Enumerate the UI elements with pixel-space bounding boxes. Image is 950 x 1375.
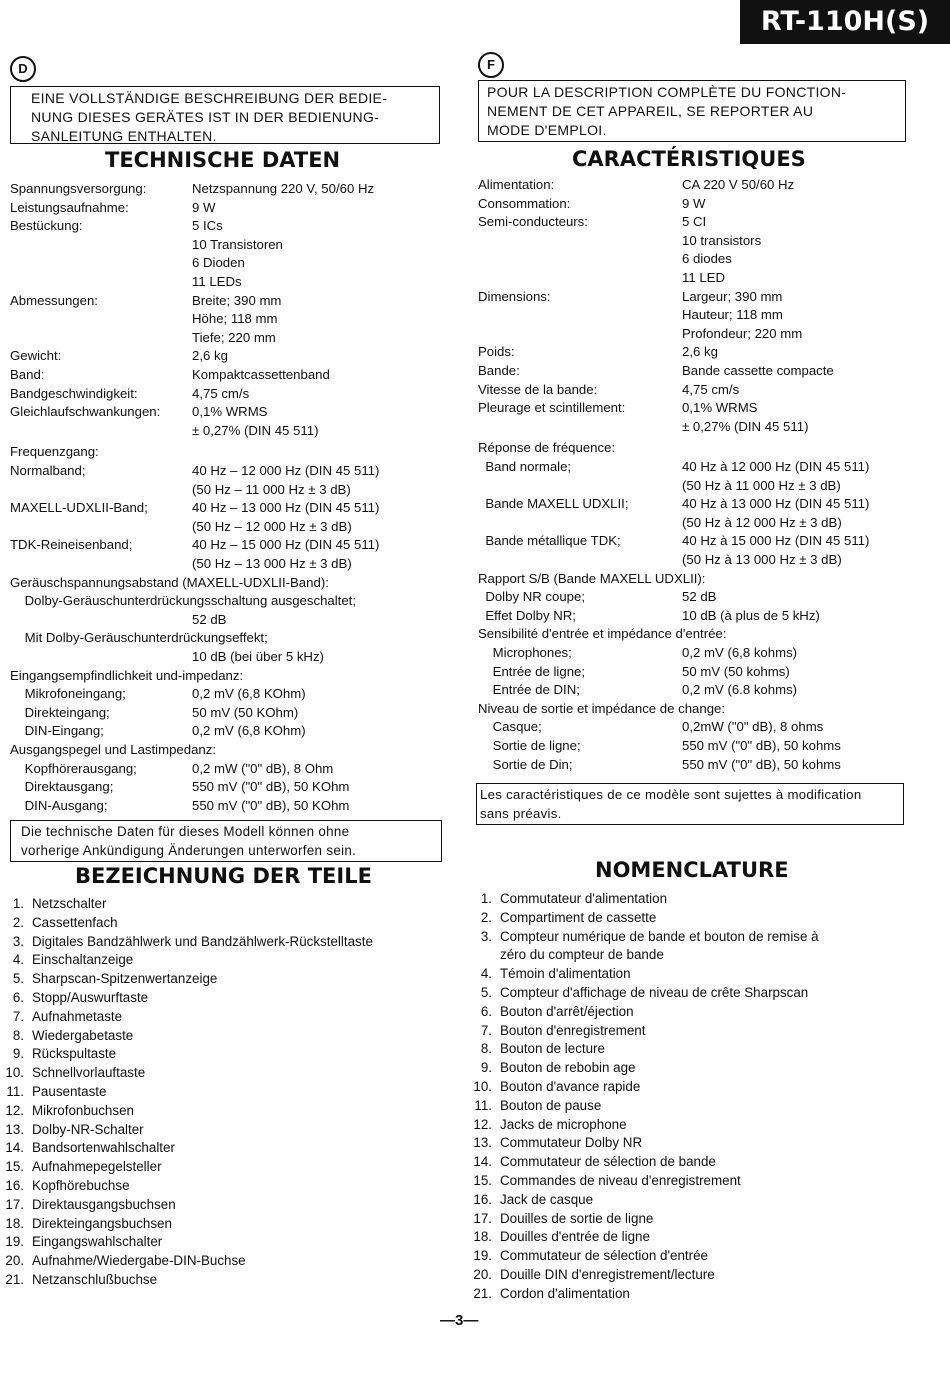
list-item-number: 18.: [5, 1215, 24, 1231]
french-note-box: [476, 783, 904, 825]
spec-label: Microphones;: [478, 645, 572, 660]
list-item-number: 19.: [5, 1234, 24, 1250]
spec-value: 550 mV ("0" dB), 50 kohms: [682, 738, 841, 753]
list-item-number: 1.: [480, 891, 492, 906]
spec-value: ± 0,27% (DIN 45 511): [682, 418, 809, 434]
intro-line: MODE D'EMPLOI.: [487, 122, 607, 138]
list-item: [2, 951, 452, 970]
list-item: [2, 1083, 452, 1102]
spec-label: Band normale;: [478, 459, 572, 474]
spec-value: 50 mV (50 kohms): [682, 663, 790, 679]
spec-value: 2,6 kg: [682, 344, 718, 360]
list-item: [2, 989, 452, 1008]
list-item: [470, 1097, 940, 1116]
spec-label: Alimentation:: [478, 177, 555, 192]
list-item-text: Kopfhörebuchse: [32, 1177, 130, 1193]
list-item-text: Eingangswahlschalter: [32, 1234, 163, 1250]
spec-value: 40 Hz à 15 000 Hz (DIN 45 511): [682, 533, 870, 549]
spec-value: 6 diodes: [682, 251, 732, 267]
spec-label: Vitesse de la bande:: [478, 381, 598, 397]
list-item: [2, 1045, 452, 1064]
spec-value: Largeur; 390 mm: [682, 288, 783, 304]
list-item-number: 13.: [5, 1121, 24, 1137]
spec-value: 2,6 kg: [192, 348, 228, 364]
german-parts-list: [2, 895, 452, 1290]
note-line: vorherige Ankündigung Änderungen unterworfen sein.: [21, 843, 357, 858]
list-item-text: Cordon d'alimentation: [500, 1285, 630, 1301]
spec-value: 0,1% WRMS: [682, 400, 758, 416]
list-item: [2, 1158, 452, 1177]
list-item-number: 20.: [473, 1266, 492, 1282]
spec-label: Normalband;: [10, 463, 86, 478]
spec-label: DIN-Ausgang;: [10, 797, 108, 813]
list-item-number: 7.: [480, 1022, 492, 1038]
list-item: [470, 1134, 940, 1153]
spec-value: 40 Hz – 12 000 Hz (DIN 45 511): [192, 463, 380, 478]
list-item: [2, 970, 452, 989]
list-item-text: Bandsortenwahlschalter: [32, 1140, 175, 1156]
spec-value: 0,2mW ("0" dB), 8 ohms: [682, 719, 824, 735]
spec-value: 10 dB (bei über 5 kHz): [192, 649, 324, 664]
spec-label: Sensibilité d'entrée et impédance d'entrée:: [478, 626, 727, 642]
spec-value: 40 Hz – 13 000 Hz (DIN 45 511): [192, 500, 380, 516]
spec-label: Leistungsaufnahme:: [10, 199, 129, 215]
spec-value: Kompaktcassettenband: [192, 367, 330, 382]
spec-label: Consommation:: [478, 195, 571, 211]
spec-label: Bestückung:: [10, 218, 83, 234]
list-item-number: 7.: [12, 1008, 24, 1024]
spec-value: (50 Hz – 13 000 Hz ± 3 dB): [192, 556, 352, 571]
spec-value: (50 Hz – 11 000 Hz ± 3 dB): [192, 481, 351, 497]
spec-value: 50 mV (50 KOhm): [192, 704, 299, 720]
spec-label: Dolby-Geräuschunterdrückungsschaltung ausgeschaltet;: [10, 593, 356, 609]
spec-value: CA 220 V 50/60 Hz: [682, 177, 795, 192]
intro-line: SANLEITUNG ENTHALTEN.: [31, 128, 217, 144]
list-item-text: Netzanschlußbuchse: [32, 1271, 158, 1287]
list-item-text: Mikrofonbuchsen: [32, 1102, 134, 1118]
intro-line: NUNG DIESES GERÄTES IST IN DER BEDIENUNG-: [31, 109, 380, 125]
spec-label: Gewicht:: [10, 348, 62, 364]
list-item: [470, 1210, 940, 1229]
spec-value: 550 mV ("0" dB), 50 KOhm: [192, 779, 350, 795]
list-item: [470, 1228, 940, 1247]
list-item-text: Compteur numérique de bande et bouton de remise à: [500, 928, 819, 944]
spec-label: Entrée de ligne;: [478, 663, 586, 679]
spec-value: 0,2 mW ("0" dB), 8 Ohm: [192, 760, 334, 776]
list-item: [470, 909, 940, 928]
list-item-text: Bouton de pause: [500, 1097, 602, 1113]
list-item-text: Commutateur de sélection d'entrée: [500, 1248, 708, 1264]
list-item-number: 17.: [473, 1210, 492, 1226]
spec-label: Kopfhörerausgang;: [10, 760, 137, 776]
list-item-text: Jack de casque: [500, 1191, 594, 1207]
list-item: [470, 946, 940, 965]
spec-label: Sortie de Din;: [478, 756, 573, 772]
list-item-text: Bouton d'arrêt/éjection: [500, 1003, 634, 1019]
note-line: Die technische Daten für dieses Modell können ohne: [21, 824, 350, 839]
spec-label: Sortie de ligne;: [478, 738, 581, 753]
spec-value: 52 dB: [192, 611, 227, 627]
spec-label: Gleichlaufschwankungen:: [10, 404, 161, 420]
spec-value: 6 Dioden: [192, 255, 245, 271]
spec-value: 0,2 mV (6,8 kohms): [682, 645, 798, 660]
intro-line: POUR LA DESCRIPTION COMPLÈTE DU FONCTION-: [487, 84, 847, 100]
list-item-number: 8.: [12, 1027, 24, 1043]
list-item-number: 13.: [473, 1135, 492, 1151]
list-item-text: Netzschalter: [32, 896, 107, 911]
list-item: [2, 1233, 452, 1252]
list-item: [470, 1266, 940, 1285]
list-item-number: 18.: [473, 1229, 492, 1245]
spec-label: Effet Dolby NR;: [478, 607, 576, 623]
list-item-text: Dolby-NR-Schalter: [32, 1121, 144, 1137]
spec-value: 40 Hz – 15 000 Hz (DIN 45 511): [192, 537, 380, 553]
list-item: [2, 1102, 452, 1121]
list-item-number: 16.: [473, 1191, 492, 1207]
list-item-number: 3.: [480, 928, 492, 944]
list-item-text: Rückspultaste: [32, 1046, 117, 1062]
spec-value: 5 ICs: [192, 218, 223, 234]
list-item-number: 21.: [473, 1285, 492, 1301]
list-item-number: 9.: [480, 1060, 492, 1076]
list-item: [470, 1116, 940, 1135]
spec-label: Dolby NR coupe;: [478, 589, 586, 605]
spec-label: Bande MAXELL UDXLII;: [478, 496, 629, 512]
french-parts-heading: NOMENCLATURE: [595, 858, 789, 882]
list-item-number: 9.: [12, 1046, 24, 1062]
spec-label: Eingangsempfindlichkeit und-impedanz:: [10, 667, 244, 683]
list-item-number: 11.: [474, 1097, 492, 1113]
spec-label: Direktausgang;: [10, 779, 114, 795]
spec-label: DIN-Eingang;: [10, 723, 104, 739]
spec-label: Mit Dolby-Geräuschunterdrückungseffekt;: [10, 630, 268, 646]
list-item-number: 15.: [473, 1172, 492, 1188]
german-intro-box: [10, 86, 440, 144]
french-specs-heading: CARACTÉRISTIQUES: [572, 147, 806, 171]
spec-value: 4,75 cm/s: [192, 385, 250, 401]
list-item: [470, 984, 940, 1003]
list-item-text: Bouton d'enregistrement: [500, 1022, 646, 1038]
list-item-text: Bouton d'avance rapide: [500, 1078, 641, 1094]
list-item: [2, 1064, 452, 1083]
list-item-text: Douilles de sortie de ligne: [500, 1210, 654, 1226]
list-item: [2, 1121, 452, 1140]
list-item-number: 6.: [12, 989, 24, 1005]
spec-label: Geräuschspannungsabstand (MAXELL-UDXLII-Band):: [10, 574, 329, 590]
list-item-text: Schnellvorlauftaste: [32, 1065, 146, 1081]
german-badge: D: [10, 56, 36, 82]
list-item-number: 10.: [5, 1065, 24, 1081]
french-badge: F: [478, 52, 504, 78]
spec-label: Direkteingang;: [10, 704, 110, 720]
french-parts-list: [470, 890, 940, 1304]
list-item: [470, 890, 940, 909]
list-item-text: Direkteingangsbuchsen: [32, 1215, 172, 1231]
list-item-number: 3.: [12, 933, 24, 949]
spec-label: Bande:: [478, 363, 520, 378]
spec-value: Höhe; 118 mm: [192, 311, 278, 327]
note-line: sans préavis.: [480, 806, 562, 821]
spec-value: 0,2 mV (6,8 KOhm): [192, 723, 306, 739]
list-item-text: Commutateur d'alimentation: [500, 891, 668, 906]
list-item: [470, 1040, 940, 1059]
list-item: [470, 1059, 940, 1078]
spec-value: 550 mV ("0" dB), 50 kohms: [682, 756, 841, 772]
spec-value: 9 W: [192, 199, 216, 215]
spec-value: ± 0,27% (DIN 45 511): [192, 422, 319, 438]
list-item-text: Digitales Bandzählwerk und Bandzählwerk-Rückstelltaste: [32, 933, 373, 949]
spec-label: Niveau de sortie et impédance de change:: [478, 700, 726, 716]
spec-label: Band:: [10, 367, 45, 382]
spec-value: 11 LEDs: [192, 274, 242, 289]
spec-value: 10 dB (à plus de 5 kHz): [682, 607, 820, 623]
list-item: [470, 1003, 940, 1022]
spec-label: Pleurage et scintillement:: [478, 400, 626, 416]
spec-label: Casque;: [478, 719, 542, 735]
list-item-number: 14.: [5, 1140, 24, 1156]
list-item-text: Commutateur de sélection de bande: [500, 1154, 716, 1170]
list-item-number: 6.: [480, 1003, 492, 1019]
spec-label: Semi-conducteurs:: [478, 214, 588, 230]
spec-value: 10 transistors: [682, 232, 762, 248]
note-line: Les caractéristiques de ce modèle sont sujettes à modification: [480, 787, 862, 802]
list-item-number: 10.: [473, 1078, 492, 1094]
spec-value: 11 LED: [682, 270, 726, 285]
list-item: [2, 895, 452, 914]
list-item-text: Compteur d'affichage de niveau de crête Sharpscan: [500, 984, 809, 1000]
list-item-text: Bouton de lecture: [500, 1041, 605, 1057]
list-item-number: 8.: [480, 1041, 492, 1057]
list-item: [470, 1191, 940, 1210]
spec-label: Bandgeschwindigkeit:: [10, 385, 138, 401]
french-intro-box: [478, 80, 906, 142]
list-item: [2, 1027, 452, 1046]
list-item-text: Douille DIN d'enregistrement/lecture: [500, 1266, 715, 1282]
list-item-number: 1.: [12, 896, 24, 911]
list-item: [2, 1139, 452, 1158]
spec-value: 9 W: [682, 195, 706, 211]
spec-value: Netzspannung 220 V, 50/60 Hz: [192, 181, 375, 196]
list-item-text: Douilles d'entrée de ligne: [500, 1229, 650, 1245]
list-item-text: Commutateur Dolby NR: [500, 1135, 643, 1151]
list-item-number: 4.: [480, 966, 492, 982]
list-item-text: Cassettenfach: [32, 914, 118, 930]
list-item: [2, 914, 452, 933]
list-item-text: Sharpscan-Spitzenwertanzeige: [32, 971, 218, 987]
spec-label: Spannungsversorgung:: [10, 181, 147, 196]
list-item-number: 16.: [5, 1177, 24, 1193]
list-item: [470, 1078, 940, 1097]
list-item-number: 17.: [5, 1196, 24, 1212]
list-item-number: 12.: [473, 1116, 492, 1132]
spec-value: 0,2 mV (6.8 kohms): [682, 682, 798, 698]
spec-label: Abmessungen:: [10, 292, 98, 308]
spec-label: Frequenzgang:: [10, 444, 99, 460]
list-item-number: 4.: [12, 952, 24, 968]
spec-label: Entrée de DIN;: [478, 682, 580, 698]
list-item: [2, 1177, 452, 1196]
list-item: [470, 1285, 940, 1304]
intro-line: NEMENT DE CET APPAREIL, SE REPORTER AU: [487, 103, 814, 119]
spec-value: (50 Hz – 12 000 Hz ± 3 dB): [192, 518, 352, 534]
spec-value: Hauteur; 118 mm: [682, 307, 783, 323]
spec-value: 40 Hz à 12 000 Hz (DIN 45 511): [682, 459, 870, 474]
spec-value: 52 dB: [682, 589, 717, 605]
list-item: [470, 1172, 940, 1191]
spec-value: (50 Hz à 11 000 Hz ± 3 dB): [682, 477, 841, 493]
spec-value: (50 Hz à 12 000 Hz ± 3 dB): [682, 514, 842, 530]
list-item: [2, 1252, 452, 1271]
spec-value: 5 CI: [682, 214, 707, 230]
spec-label: MAXELL-UDXLII-Band;: [10, 500, 148, 516]
spec-value: 0,2 mV (6,8 KOhm): [192, 686, 306, 702]
list-item-number: 20.: [5, 1253, 24, 1269]
list-item-number: 2.: [12, 914, 24, 930]
list-item-text: Einschaltanzeige: [32, 952, 134, 968]
german-specs-heading: TECHNISCHE DATEN: [105, 148, 341, 172]
spec-value: Breite; 390 mm: [192, 292, 282, 308]
spec-value: 10 Transistoren: [192, 236, 283, 252]
spec-label: Réponse de fréquence:: [478, 440, 616, 456]
list-item: [470, 965, 940, 984]
list-item-number: 5.: [12, 971, 24, 987]
list-item-number: 14.: [473, 1154, 492, 1170]
list-item-text: Témoin d'alimentation: [500, 966, 631, 982]
german-parts-heading: BEZEICHNUNG DER TEILE: [75, 864, 372, 888]
list-item: [470, 1022, 940, 1041]
page-number: —3—: [440, 1312, 479, 1329]
list-item-number: 21.: [5, 1271, 24, 1287]
spec-value: (50 Hz à 13 000 Hz ± 3 dB): [682, 552, 842, 567]
list-item-number: 19.: [473, 1248, 492, 1264]
list-item: [470, 1247, 940, 1266]
spec-value: Profondeur; 220 mm: [682, 325, 803, 341]
list-item: [2, 1196, 452, 1215]
list-item-text: Direktausgangsbuchsen: [32, 1196, 176, 1212]
list-item-number: 15.: [5, 1159, 24, 1175]
list-item-text: Pausentaste: [32, 1083, 107, 1099]
list-item: [470, 1153, 940, 1172]
intro-line: EINE VOLLSTÄNDIGE BESCHREIBUNG DER BEDIE-: [31, 90, 388, 106]
list-item-text: Wiedergabetaste: [32, 1027, 134, 1043]
list-item-text: Bouton de rebobin age: [500, 1060, 636, 1076]
list-item-text: Aufnahmepegelsteller: [32, 1159, 162, 1175]
model-label: RT-110H(S): [740, 0, 950, 44]
spec-label: Rapport S/B (Bande MAXELL UDXLII):: [478, 570, 706, 586]
spec-label: Poids:: [478, 344, 515, 360]
spec-label: TDK-Reineisenband;: [10, 537, 133, 553]
spec-label: Dimensions:: [478, 288, 551, 304]
list-item-text: zéro du compteur de bande: [500, 947, 664, 963]
list-item-text: Commandes de niveau d'enregistrement: [500, 1172, 741, 1188]
list-item-text: Aufnahmetaste: [32, 1008, 123, 1024]
list-item: [2, 1215, 452, 1234]
list-item: [470, 928, 940, 947]
list-item-number: 11.: [6, 1083, 24, 1099]
list-item-number: 5.: [480, 984, 492, 1000]
list-item: [2, 1271, 452, 1290]
list-item-text: Stopp/Auswurftaste: [32, 989, 149, 1005]
list-item-text: Compartiment de cassette: [500, 909, 657, 925]
spec-value: Bande cassette compacte: [682, 363, 834, 378]
list-item: [2, 1008, 452, 1027]
german-note-box: [10, 820, 442, 862]
spec-label: Bande métallique TDK;: [478, 533, 621, 549]
spec-value: Tiefe; 220 mm: [192, 329, 276, 345]
spec-value: 4,75 cm/s: [682, 381, 740, 397]
list-item-text: Aufnahme/Wiedergabe-DIN-Buchse: [32, 1253, 246, 1269]
list-item-text: Jacks de microphone: [500, 1116, 627, 1132]
spec-label: Ausgangspegel und Lastimpedanz:: [10, 742, 217, 757]
list-item-number: 2.: [480, 909, 492, 925]
spec-value: 550 mV ("0" dB), 50 KOhm: [192, 797, 350, 813]
spec-value: 0,1% WRMS: [192, 404, 268, 420]
spec-value: 40 Hz à 13 000 Hz (DIN 45 511): [682, 496, 870, 512]
list-item-number: 12.: [5, 1102, 24, 1118]
list-item: [2, 933, 452, 952]
spec-label: Mikrofoneingang;: [10, 686, 126, 702]
